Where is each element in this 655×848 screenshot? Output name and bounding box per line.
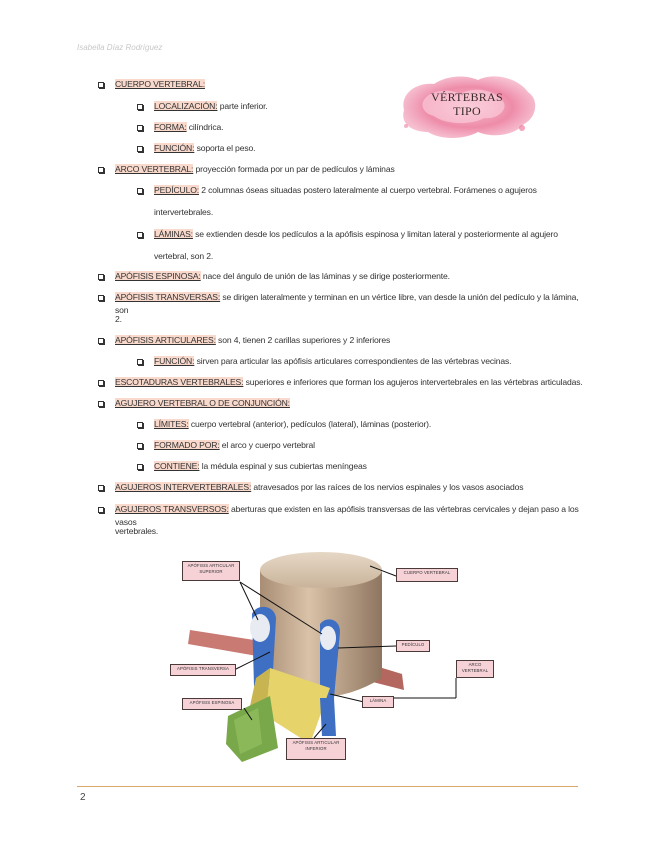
label-apofisis-espinosa: APÓFISIS ESPINOSA (182, 698, 242, 710)
list-item: LOCALIZACIÓN: parte inferior. (154, 101, 268, 111)
bullet-icon (98, 295, 104, 301)
list-item: LÁMINAS: se extienden desde los pedículos a la apófisis espinosa y limitan lateral y posteriormente al agujero (154, 229, 558, 239)
footer-rule (77, 786, 578, 787)
list-item: FORMADO POR: el arco y cuerpo vertebral (154, 440, 315, 450)
list-item-continuation: vertebral, son 2. (154, 251, 214, 261)
list-item: FORMA: cilíndrica. (154, 122, 224, 132)
author-header: Isabella Díaz Rodríguez (77, 43, 163, 52)
list-item: APÓFISIS ESPINOSA: nace del ángulo de unión de las láminas y se dirige posteriormente. (115, 271, 450, 281)
list-item: APÓFISIS ARTICULARES: son 4, tienen 2 carillas superiores y 2 inferiores (115, 335, 391, 345)
bullet-icon (98, 338, 104, 344)
bullet-icon (137, 422, 143, 428)
list-item: FUNCIÓN: soporta el peso. (154, 143, 256, 153)
list-item-continuation: intervertebrales. (154, 207, 214, 217)
bullet-icon (98, 82, 104, 88)
bullet-icon (137, 146, 143, 152)
list-item: ARCO VERTEBRAL: proyección formada por un par de pedículos y láminas (115, 164, 395, 174)
title-box (394, 90, 540, 118)
list-item: APÓFISIS TRANSVERSAS: se dirigen lateralmente y terminan en un vértice libre, van desde la unión del pedículo y la lámina, son (115, 292, 579, 315)
bullet-icon (137, 104, 143, 110)
title-line-1: VÉRTEBRAS (431, 90, 503, 104)
bullet-icon (98, 167, 104, 173)
list-item: AGUJERO VERTEBRAL O DE CONJUNCIÓN: (115, 398, 290, 408)
list-item: AGUJEROS TRANSVERSOS: aberturas que existen en las apófisis transversas de las vértebras cervicales y dejan paso a los vasos (115, 504, 579, 527)
bullet-icon (137, 188, 143, 194)
bullet-icon (137, 232, 143, 238)
label-arco-vertebral: ARCO VERTEBRAL (456, 660, 494, 678)
list-item: PEDÍCULO: 2 columnas óseas situadas postero lateralmente al cuerpo vertebral. Forámenes o agujeros (154, 185, 537, 195)
list-item-continuation: vertebrales. (115, 526, 159, 536)
title-line-2: TIPO (453, 104, 481, 118)
label-cuerpo-vertebral: CUERPO VERTEBRAL (396, 568, 458, 582)
list-item: CONTIENE: la médula espinal y sus cubiertas meníngeas (154, 461, 367, 471)
bullet-icon (137, 464, 143, 470)
bullet-icon (137, 125, 143, 131)
list-item: ESCOTADURAS VERTEBRALES: superiores e inferiores que forman los agujeros intervertebrales en las vértebras articuladas. (115, 377, 583, 387)
page-number: 2 (80, 792, 86, 803)
label-articular-superior: APÓFISIS ARTICULAR SUPERIOR (182, 561, 240, 581)
bullet-icon (98, 380, 104, 386)
list-item-continuation: 2. (115, 314, 122, 324)
bullet-icon (137, 359, 143, 365)
label-apofisis-transversa: APÓFISIS TRANSVERSA (170, 664, 236, 676)
label-pediculo: PEDÍCULO (396, 640, 430, 652)
list-item: CUERPO VERTEBRAL: (115, 79, 205, 89)
bullet-icon (98, 507, 104, 513)
bullet-icon (98, 274, 104, 280)
label-articular-inferior: APÓFISIS ARTICULAR INFERIOR (286, 738, 346, 760)
vertebra-diagram (170, 548, 500, 770)
list-item: LÍMITES: cuerpo vertebral (anterior), pedículos (lateral), láminas (posterior). (154, 419, 432, 429)
bullet-icon (98, 401, 104, 407)
bullet-icon (98, 485, 104, 491)
list-item: AGUJEROS INTERVERTEBRALES: atravesados por las raíces de los nervios espinales y los vasos asociados (115, 482, 524, 492)
list-item: FUNCIÓN: sirven para articular las apófisis articulares correspondientes de las vértebras vecinas. (154, 356, 512, 366)
label-lamina: LÁMINA (362, 696, 394, 708)
bullet-icon (137, 443, 143, 449)
